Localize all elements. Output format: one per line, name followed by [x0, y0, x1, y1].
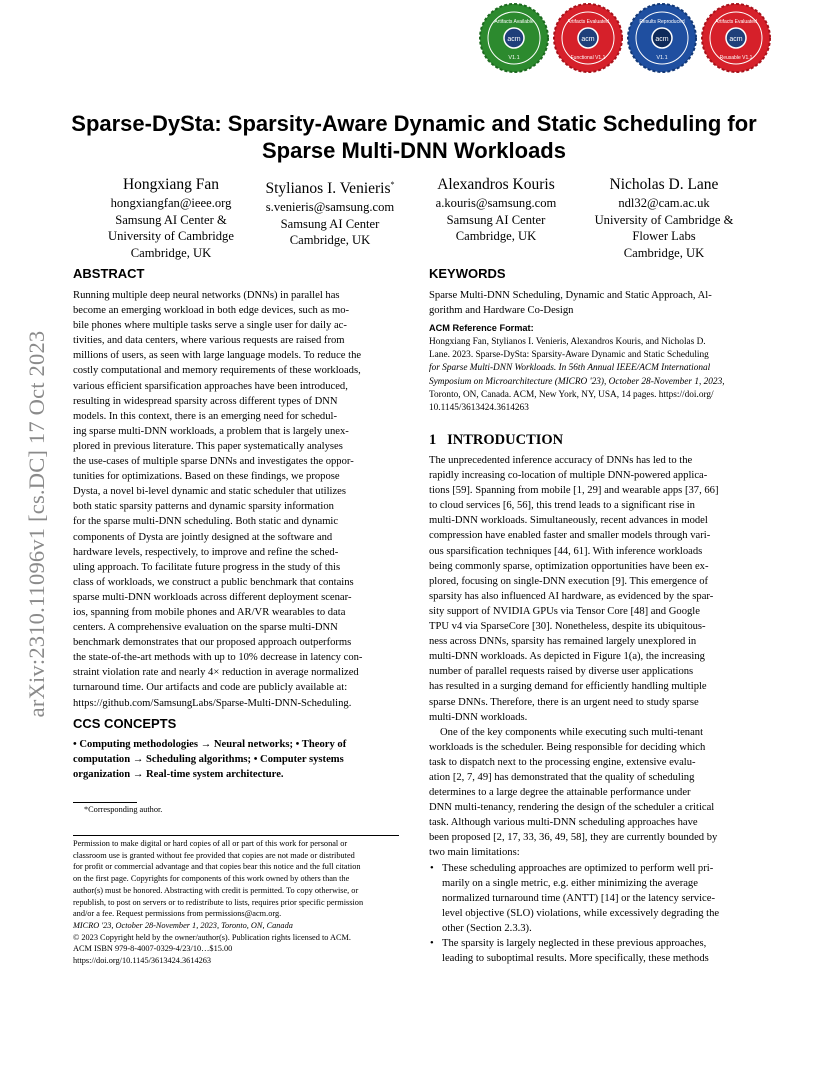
text-line: models. In this context, there is an emerging need for schedul-	[73, 410, 337, 422]
ccs-body	[73, 737, 399, 782]
text-line: resulting in widespread sparsity across different types of DNN	[73, 395, 338, 407]
text-line: the use-cases of multiple sparse DNNs and investigates the oppor-	[73, 456, 354, 468]
text-line: level objective (SLO) violations, while excessively degrading the	[442, 907, 720, 919]
footnote-rule	[73, 802, 137, 803]
author-affiliation: Samsung AI Center	[446, 212, 546, 227]
text-line: ness across DNNs, sparsity has remained largely unexplored in	[429, 636, 697, 648]
text-line: turnaround time. Our artifacts and code are publicly available at:	[73, 682, 348, 694]
text-line: two main limitations:	[429, 847, 520, 859]
text-line: other (Section 2.3.3).	[442, 922, 532, 934]
text-line: tions [59]. Spanning from mobile [1, 29] and wearable apps [37, 66]	[429, 485, 719, 497]
text-line: ing sparse multi-DNN workloads, a problem that is largely unex-	[73, 425, 349, 437]
text-line: uling approach. To facilitate future progress in the study of this	[73, 561, 341, 573]
author-affiliation: Samsung AI Center &	[115, 212, 227, 227]
artifact-badges	[478, 2, 768, 74]
text-line: classroom use is granted without fee provided that copies are not made or distributed	[73, 850, 355, 860]
text-line: and/or a fee. Request permissions from permissions@acm.org.	[73, 909, 282, 919]
acm-badge-icon	[552, 2, 624, 74]
svg-text:acm: acm	[581, 36, 595, 43]
text-line: TPU v4 via SparseCore [30]. Nonetheless, despite its ubiquitous-	[429, 621, 706, 633]
text-line: • Computing methodologies → Neural networks; • Theory of	[73, 739, 347, 750]
text-line: centers. A comprehensive evaluation on the sparse multi-DNN	[73, 622, 338, 634]
footnote: *Corresponding author.	[84, 805, 163, 814]
acm-reference-body	[429, 336, 757, 415]
venue-line: MICRO '23, October 28-November 1, 2023, Toronto, ON, Canada	[73, 920, 293, 930]
author-affiliation: University of Cambridge	[108, 229, 234, 243]
text-line: has resulted in a surging demand for efficiently handling multiple	[429, 681, 707, 693]
text-line: task to dispatch next to the processing engine, extensive evalu-	[429, 756, 696, 768]
author-affiliation: Flower Labs	[632, 229, 696, 243]
keywords-section	[429, 266, 757, 318]
title-line-1: Sparse-DySta: Sparsity-Aware Dynamic and Static Scheduling for	[71, 111, 757, 136]
author-block	[255, 175, 405, 249]
text-line: Dysta, a novel bi-level dynamic and static scheduler that utilizes	[73, 486, 346, 498]
text-line: plored, focusing on single-DNN execution [9]. This emergence of	[429, 575, 709, 587]
text-line: class of workloads, we construct a public benchmark that contains	[73, 576, 354, 588]
permission-block	[73, 838, 399, 967]
artifacts-available-badge	[478, 2, 550, 74]
results-reproduced-badge	[626, 2, 698, 74]
text-line: determines to a large degree the attainable performance under	[429, 787, 691, 799]
title-line-2: Sparse Multi-DNN Workloads	[262, 138, 566, 163]
text-line: ation [2, 7, 49] has demonstrated that the quality of scheduling	[429, 771, 695, 783]
text-line: to cloud services [6, 56], this trend leads to a significant rise in	[429, 500, 695, 512]
author-email: ndl32@cam.ac.uk	[618, 196, 710, 210]
arxiv-stamp	[22, 286, 52, 762]
acm-reference-section	[429, 323, 757, 415]
text-line: One of the key components while executing such multi-tenant	[440, 726, 704, 738]
text-line: DNN multi-tenancy, rendering the design of the scheduler a critical	[429, 802, 715, 814]
text-line: hardware levels, respectively, to improve and refine the sched-	[73, 546, 339, 558]
abstract-section	[73, 266, 399, 711]
text-line: republish, to post on servers or to redistribute to lists, requires prior specific permission	[73, 897, 364, 907]
text-line: been proposed [2, 17, 33, 36, 49, 58], they are currently bounded by	[429, 832, 718, 844]
artifacts-evaluated-functional-badge	[552, 2, 624, 74]
text-line: Sparse Multi-DNN Scheduling, Dynamic and Static Approach, Al-	[429, 290, 712, 301]
abstract-heading: ABSTRACT	[73, 266, 145, 281]
svg-text:Artifacts Evaluated: Artifacts Evaluated	[567, 19, 609, 25]
text-line: sparse DNNs. Therefore, there is an urgent need to study sparse	[429, 696, 699, 708]
text-line: plored in previous literature. This paper systematically analyses	[73, 440, 343, 452]
text-line: normalized turnaround time (ANTT) [14] or the latency service-	[442, 892, 715, 904]
doi-link[interactable]: https://doi.org/10.1145/3613424.3614263	[73, 956, 212, 966]
text-line: bile phones where multiple tasks serve a single user for daily ac-	[73, 320, 347, 332]
text-line: costly computational and memory requirements of these workloads,	[73, 365, 361, 377]
list-item	[429, 861, 757, 936]
list-item	[429, 936, 757, 966]
text-line: multi-DNN workloads.	[429, 711, 528, 723]
paper-title	[60, 110, 768, 164]
author-location: Cambridge, UK	[130, 245, 212, 260]
artifacts-evaluated-reusable-badge	[700, 2, 772, 74]
text-line: Lane. 2023. Sparse-DySta: Sparsity-Aware Dynamic and Static Scheduling	[429, 350, 709, 361]
text-line: 10.1145/3613424.3614263	[429, 403, 529, 414]
svg-text:V1.1: V1.1	[508, 55, 520, 61]
acm-badge-icon	[478, 2, 550, 74]
svg-text:Artifacts Available: Artifacts Available	[494, 19, 534, 25]
arxiv-identifier: arXiv:2310.11096v1 [cs.DC] 17 Oct 2023	[24, 330, 49, 718]
svg-text:Artifacts Evaluated: Artifacts Evaluated	[715, 19, 757, 25]
text-line: ios, spanning from mobile phones and AR/VR wearables to data	[73, 606, 346, 618]
text-line: ACM ISBN 979-8-4007-0329-4/23/10…$15.00	[73, 944, 233, 954]
author-email: s.venieris@samsung.com	[265, 200, 395, 215]
text-line: millions of users, as seen with large language models. To reduce the	[73, 350, 362, 362]
text-line: for profit or commercial advantage and that copies bear this notice and the full citation	[73, 862, 361, 872]
author-email: hongxiangfan@ieee.org	[110, 196, 232, 210]
text-line: for the sparse multi-DNN scheduling. Both static and dynamic	[73, 516, 339, 528]
acm-badge-icon	[700, 2, 772, 74]
bullet-icon: •	[430, 938, 434, 949]
text-line: being commonly sparse, optimization opportunities have been ex-	[429, 560, 709, 572]
author-location: Cambridge, UK	[289, 233, 371, 248]
text-line: number of parallel requests raised by diverse user applications	[429, 666, 694, 678]
author-block	[421, 175, 571, 245]
author-name: Stylianos I. Venieris*	[265, 180, 395, 198]
text-line: sity support of NVIDIA GPUs via Tensor Core [48] and Google	[429, 605, 700, 617]
abstract-body	[73, 288, 399, 711]
text-line: Running multiple deep neural networks (DNNs) in parallel has	[73, 290, 340, 301]
text-line: become an emerging workload in both edge devices, such as mo-	[73, 305, 350, 317]
svg-text:Reusable V1.1: Reusable V1.1	[719, 55, 753, 61]
text-line: workloads is the scheduler. Being responsible for deciding which	[429, 741, 706, 753]
text-line: various efficient sparsification approaches have been introduced,	[73, 380, 348, 392]
text-line: multi-DNN workloads. As depicted in Figure 1(a), the increasing	[429, 651, 705, 663]
text-line: organization → Real-time system architecture.	[73, 769, 284, 780]
author-email: a.kouris@samsung.com	[435, 196, 557, 210]
text-line: computation → Scheduling algorithms; • Computer systems	[73, 754, 344, 765]
ccs-section	[73, 716, 399, 782]
svg-text:V1.1: V1.1	[656, 55, 668, 61]
bullet-icon: •	[430, 862, 434, 874]
text-line: Symposium on Microarchitecture (MICRO '23), October 28-November 1, 2023,	[429, 376, 725, 387]
author-affiliation: University of Cambridge &	[594, 212, 734, 227]
keywords-body	[429, 288, 757, 318]
text-line: Toronto, ON, Canada. ACM, New York, NY, USA, 14 pages. https://doi.org/	[429, 389, 714, 400]
svg-text:acm: acm	[655, 36, 669, 43]
text-line: tunities for optimizations. Based on these findings, we propose	[73, 471, 340, 483]
text-line: the state-of-the-art methods with up to 10% decrease in latency con-	[73, 652, 363, 664]
text-line: both static sparsity patterns and dynamic sparsity information	[73, 501, 334, 513]
text-line: straint violation rate and nearly 4× reduction in average normalized	[73, 667, 359, 679]
text-line: on the first page. Copyrights for components of this work owned by others than the	[73, 874, 350, 884]
author-name: Alexandros Kouris	[437, 176, 555, 193]
text-line: sparsity has also influenced AI hardware, as evidenced by the spar-	[429, 590, 714, 602]
keywords-heading: KEYWORDS	[429, 266, 506, 281]
text-line: sparse multi-DNN workloads across different deployment scenar-	[73, 591, 352, 603]
author-block	[96, 175, 246, 261]
limitations-list	[429, 861, 757, 967]
text-line: task. Although various multi-DNN scheduling approaches have	[429, 817, 698, 829]
text-line: gorithm and Hardware Co-Design	[429, 305, 574, 317]
author-affiliation: Samsung AI Center	[280, 216, 380, 231]
svg-text:Functional V1.1: Functional V1.1	[570, 55, 606, 61]
text-line: marily on a single metric, e.g. either minimizing the average	[442, 877, 698, 889]
text-line: leading to suboptimal results. More specifically, these methods	[442, 953, 709, 965]
author-name: Hongxiang Fan	[122, 176, 219, 193]
text-line: Permission to make digital or hard copies of all or part of this work for personal or	[73, 839, 348, 848]
text-line: multi-DNN workloads. Simultaneously, recent advances in model	[429, 515, 708, 527]
author-location: Cambridge, UK	[623, 245, 705, 260]
text-line: https://github.com/SamsungLabs/Sparse-Multi-DNN-Scheduling.	[73, 697, 352, 709]
svg-text:acm: acm	[507, 36, 521, 43]
ccs-heading: CCS CONCEPTS	[73, 716, 177, 731]
introduction-heading: 1 INTRODUCTION	[429, 432, 564, 448]
author-location: Cambridge, UK	[455, 229, 537, 243]
introduction-body	[429, 453, 757, 966]
text-line: ous sparsification techniques [44, 61]. With inference workloads	[429, 545, 703, 557]
text-line: © 2023 Copyright held by the owner/author(s). Publication rights licensed to ACM.	[73, 932, 351, 942]
text-line: tivities, and data centers, where various requests are raised from	[73, 335, 345, 347]
text-line: for Sparse Multi-DNN Workloads. In 56th Annual IEEE/ACM International	[429, 363, 711, 374]
text-line: author(s) must be honored. Abstracting with credit is permitted. To copy otherwise, or	[73, 885, 359, 895]
permission-rule	[73, 835, 399, 836]
introduction-section	[429, 432, 757, 966]
acm-badge-icon	[626, 2, 698, 74]
text-line: components of Dysta are jointly designed at the software and	[73, 531, 333, 543]
text-line: The unprecedented inference accuracy of DNNs has led to the	[429, 455, 693, 466]
author-block	[584, 175, 744, 261]
text-line: These scheduling approaches are optimized to perform well pri-	[442, 862, 714, 874]
text-line: benchmark demonstrates that our proposed approach outperforms	[73, 637, 352, 649]
svg-text:acm: acm	[729, 36, 743, 43]
text-line: Hongxiang Fan, Stylianos I. Venieris, Alexandros Kouris, and Nicholas D.	[429, 337, 706, 347]
text-line: compression have enabled faster and smaller models through vari-	[429, 530, 711, 542]
text-line: The sparsity is largely neglected in these previous approaches,	[442, 938, 707, 949]
author-name: Nicholas D. Lane	[609, 176, 719, 193]
svg-text:Results Reproduced: Results Reproduced	[639, 19, 685, 25]
acm-reference-heading: ACM Reference Format:	[429, 323, 534, 333]
text-line: rapidly increasing co-location of multiple DNN-powered applica-	[429, 470, 708, 482]
